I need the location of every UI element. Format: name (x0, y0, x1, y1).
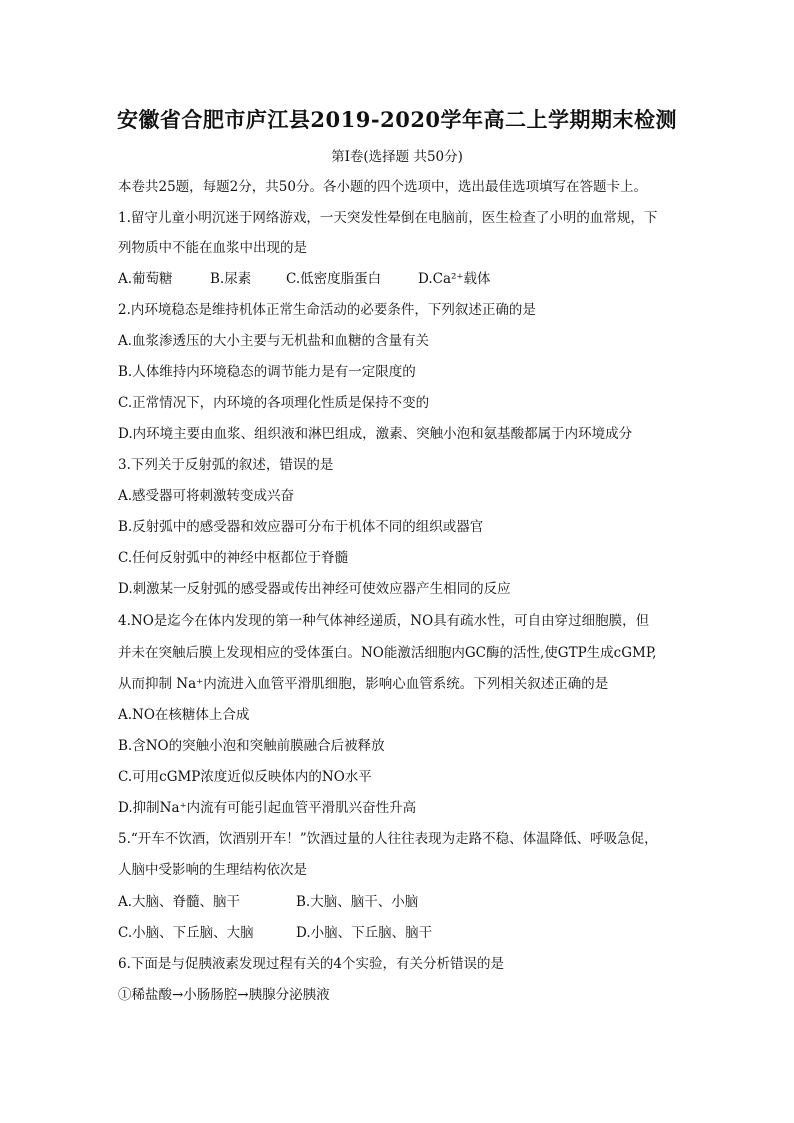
q6-experiment-1: ①稀盐酸→小肠肠腔→胰腺分泌胰液 (118, 987, 330, 1003)
q2-stem: 2.内环境稳态是维持机体正常生命活动的必要条件，下列叙述正确的是 (118, 302, 536, 318)
q1-option-c: C.低密度脂蛋白 (286, 271, 382, 287)
q1-options (118, 270, 491, 288)
q1-option-a: A.葡萄糖 (118, 271, 173, 287)
q4-option-a: A.NO在核糖体上合成 (118, 707, 250, 723)
q3-option-d: D.刺激某一反射弧的感受器或传出神经可使效应器产生相同的反应 (118, 581, 511, 597)
q5-stem-line2: 人脑中受影响的生理结构依次是 (118, 862, 307, 878)
q5-option-b: B.大脑、脑干、小脑 (296, 894, 419, 910)
q2-option-c: C.正常情况下，内环境的各项理化性质是保持不变的 (118, 395, 430, 411)
q1-stem-line2: 列物质中不能在血浆中出现的是 (118, 240, 307, 256)
section-subtitle: 第Ⅰ卷(选择题 共50分) (331, 149, 463, 165)
q3-option-a: A.感受器可将刺激转变成兴奋 (118, 488, 295, 504)
q4-option-b: B.含NO的突触小泡和突触前膜融合后被释放 (118, 738, 385, 754)
q5-stem-line1: 5.“开车不饮酒，饮酒别开车！”饮酒过量的人往往表现为走路不稳、体温降低、呼吸急促， (118, 831, 658, 847)
q1-option-b: B.尿素 (210, 271, 252, 287)
q2-option-b: B.人体维持内环境稳态的调节能力是有一定限度的 (118, 364, 416, 380)
q5-option-d: D.小脑、下丘脑、脑干 (296, 925, 433, 941)
q5-options-row1 (118, 893, 418, 911)
q4-option-d: D.抑制Na⁺内流有可能引起血管平滑肌兴奋性升高 (118, 800, 417, 816)
q2-option-d: D.内环境主要由血浆、组织液和淋巴组成，激素、突触小泡和氨基酸都属于内环境成分 (118, 426, 633, 442)
q1-stem-line1: 1.留守儿童小明沉迷于网络游戏，一天突发性晕倒在电脑前，医生检查了小明的血常规，下 (118, 210, 658, 226)
q4-stem-line2: 并未在突触后膜上发现相应的受体蛋白。NO能激活细胞内GC酶的活性,使GTP生成cGMP, (118, 645, 657, 661)
q4-stem-line1: 4.NO是迄今在体内发现的第一种气体神经递质，NO具有疏水性，可自由穿过细胞膜，但 (118, 613, 650, 629)
q3-option-b: B.反射弧中的感受器和效应器可分布于机体不同的组织或器官 (118, 519, 484, 535)
q4-stem-line3: 从而抑制 Na⁺内流进入血管平滑肌细胞，影响心血管系统。下列相关叙述正确的是 (118, 676, 609, 692)
q5-option-a: A.大脑、脊髓、脑干 (118, 894, 241, 910)
q6-stem: 6.下面是与促胰液素发现过程有关的4个实验，有关分析错误的是 (118, 956, 504, 972)
q3-stem: 3.下列关于反射弧的叙述，错误的是 (118, 457, 334, 473)
q5-option-c: C.小脑、下丘脑、大脑 (118, 925, 254, 941)
q3-option-c: C.任何反射弧中的神经中枢都位于脊髓 (118, 550, 349, 566)
q5-options-row2 (118, 924, 432, 942)
q2-option-a: A.血浆渗透压的大小主要与无机盐和血糖的含量有关 (118, 333, 430, 349)
page-title: 安徽省合肥市庐江县2019-2020学年高二上学期期末检测 (116, 107, 678, 132)
intro-text: 本卷共25题，每题2分，共50分。各小题的四个选项中，选出最佳选项填写在答题卡上。 (118, 179, 647, 195)
q1-option-d: D.Ca²⁺载体 (418, 271, 491, 287)
q4-option-c: C.可用cGMP浓度近似反映体内的NO水平 (118, 769, 372, 785)
